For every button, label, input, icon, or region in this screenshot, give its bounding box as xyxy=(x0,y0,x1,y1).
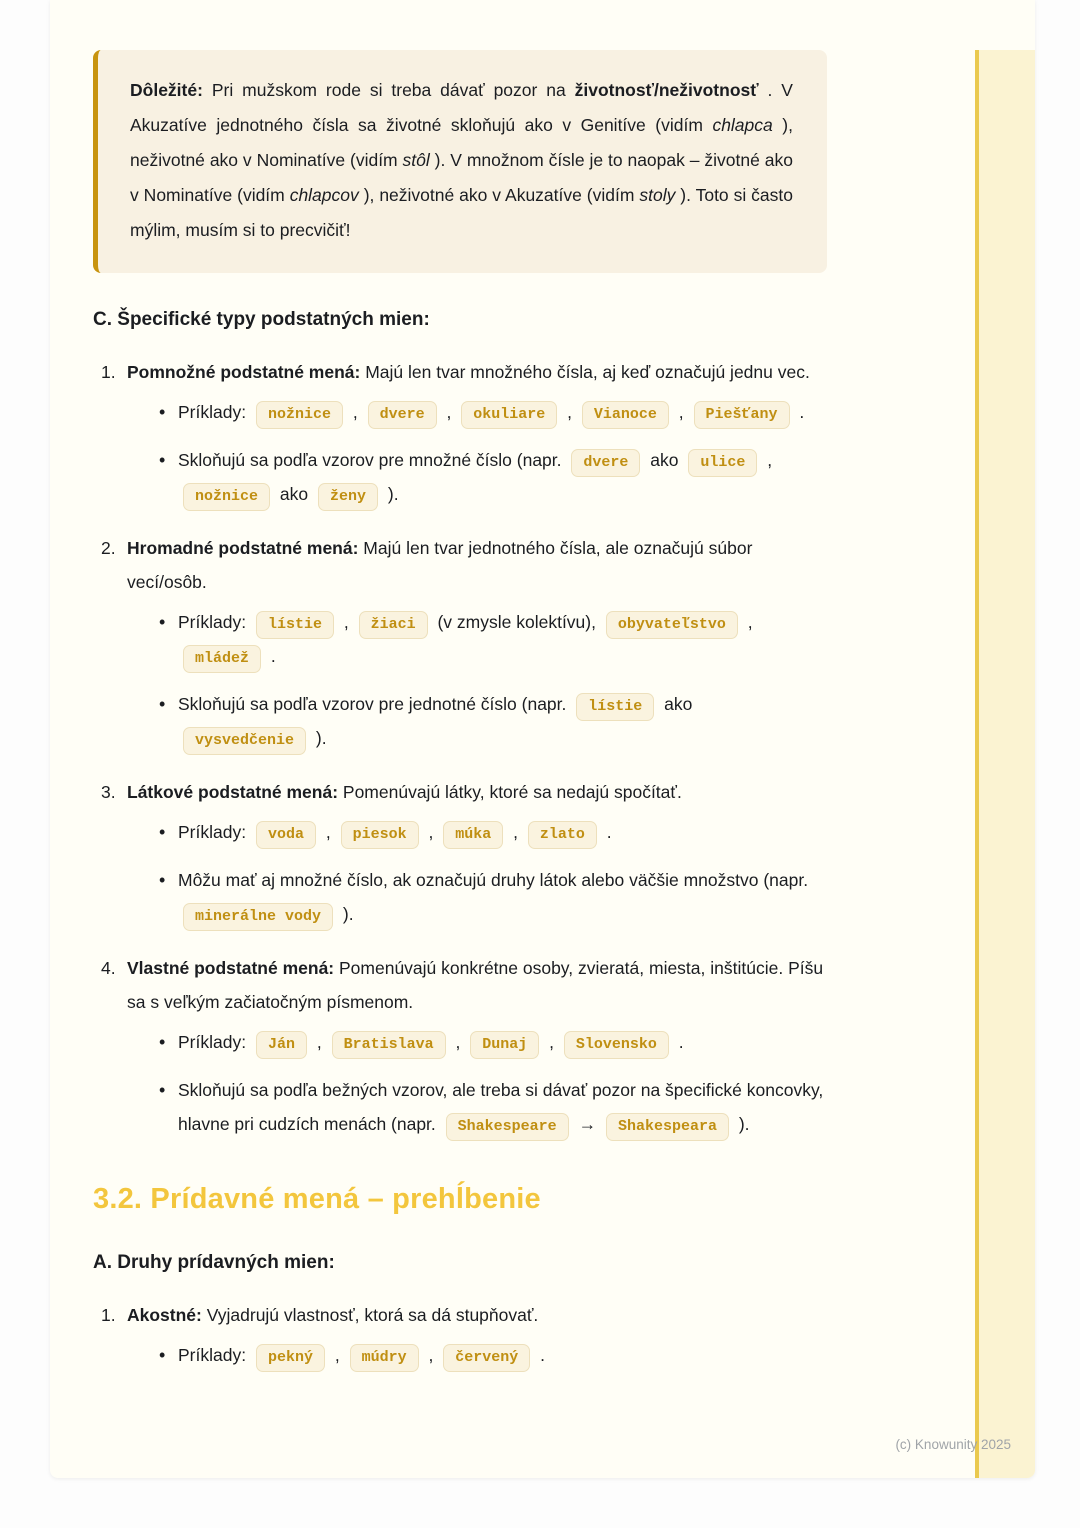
item-head xyxy=(127,775,830,809)
bullet-item xyxy=(159,443,830,511)
bullet-item xyxy=(159,1338,830,1372)
item-head xyxy=(127,951,830,1019)
bullet-item xyxy=(159,395,830,429)
item-desc: Pomenúvajú konkrétne osoby, zvieratá, miesta, inštitúcie. Píšu sa s veľkým začiatočným písmenom. xyxy=(127,958,824,1012)
code-tag: ulice xyxy=(688,449,757,477)
bullet-item xyxy=(159,1025,830,1059)
code-tag: dvere xyxy=(368,401,437,429)
item-title: Látkové podstatné mená: xyxy=(127,782,339,802)
text-run: Príklady: xyxy=(178,822,247,842)
text-run: ), neživotné ako v Akuzatíve (vidím xyxy=(363,185,640,205)
item-title: Hromadné podstatné mená: xyxy=(127,538,359,558)
code-tag: minerálne vody xyxy=(183,903,333,931)
list-item-akostne xyxy=(93,1298,830,1372)
text-run: , xyxy=(316,1032,322,1052)
text-run: ), neživotné ako v Nominatíve (vidím xyxy=(130,115,793,170)
item-head xyxy=(127,531,830,599)
text-run: ). Toto si často mýlim, musím si to precvičiť! xyxy=(130,185,793,240)
text-run: ). V množnom čísle je to naopak – životné ako v Nominatíve (vidím xyxy=(130,150,793,205)
text-run: . xyxy=(606,822,612,842)
code-tag: ženy xyxy=(318,483,378,511)
text-run: , xyxy=(567,402,572,422)
page-content xyxy=(50,0,830,1372)
bullet-item xyxy=(159,863,830,931)
code-tag: Bratislava xyxy=(332,1031,446,1059)
code-tag: Slovensko xyxy=(564,1031,669,1059)
callout-text xyxy=(130,73,793,248)
adjective-types-list xyxy=(93,1298,830,1372)
bullet-list xyxy=(127,815,830,931)
text-run: , xyxy=(767,450,773,470)
text-run: Príklady: xyxy=(178,1345,247,1365)
text-run: , xyxy=(428,822,434,842)
code-tag: Shakespeare xyxy=(446,1113,569,1141)
code-tag: Piešťany xyxy=(694,401,790,429)
text-run: Skloňujú sa podľa vzorov pre jednotné číslo (napr. xyxy=(178,694,567,714)
code-tag: múdry xyxy=(350,1344,419,1372)
list-item-hromadne xyxy=(93,531,830,755)
bullet-item xyxy=(159,815,830,849)
text-run: . xyxy=(270,646,276,666)
highlight-stripe xyxy=(975,50,1035,1478)
text-run: , xyxy=(352,402,358,422)
bullet-list xyxy=(127,1338,830,1372)
code-tag: lístie xyxy=(256,611,334,639)
bullet-item xyxy=(159,687,830,755)
text-run: Príklady: xyxy=(178,402,247,422)
section-3-2-heading: 3.2. Prídavné mená – prehĺbenie xyxy=(93,1183,541,1215)
bullet-item xyxy=(159,1073,830,1141)
code-tag: lístie xyxy=(576,693,654,721)
code-tag: piesok xyxy=(341,821,419,849)
text-run: , xyxy=(747,612,753,632)
text-run: , xyxy=(446,402,452,422)
code-tag: okuliare xyxy=(461,401,557,429)
code-tag: múka xyxy=(443,821,503,849)
item-desc: Majú len tvar množného čísla, aj keď označujú jednu vec. xyxy=(360,362,810,382)
section-c-heading: C. Špecifické typy podstatných mien: xyxy=(93,309,430,330)
text-run: , xyxy=(428,1345,434,1365)
bold-text: životnosť/neživotnosť xyxy=(574,80,759,100)
code-tag: voda xyxy=(256,821,316,849)
italic-text: stoly xyxy=(639,185,676,205)
text-run: , xyxy=(455,1032,461,1052)
item-desc: Pomenúvajú látky, ktoré sa nedajú spočítať. xyxy=(338,782,682,802)
text-run: Môžu mať aj množné číslo, ak označujú druhy látok alebo väčšie množstvo (napr. xyxy=(178,870,809,890)
bullet-list xyxy=(127,1025,830,1141)
item-title: Vlastné podstatné mená: xyxy=(127,958,335,978)
text-run: Príklady: xyxy=(178,612,247,632)
code-tag: nožnice xyxy=(183,483,270,511)
text-run: , xyxy=(678,402,684,422)
bullet-list xyxy=(127,395,830,511)
copyright-footer: (c) Knowunity 2025 xyxy=(895,1437,1011,1452)
code-tag: zlato xyxy=(528,821,597,849)
item-title: Akostné: xyxy=(127,1305,202,1325)
text-run: Skloňujú sa podľa vzorov pre množné číslo (napr. xyxy=(178,450,562,470)
text-run: ). xyxy=(315,728,327,748)
text-run: ). xyxy=(738,1114,750,1134)
list-item-latkove xyxy=(93,775,830,931)
code-tag: vysvedčenie xyxy=(183,727,306,755)
italic-text: chlapcov xyxy=(289,185,359,205)
code-tag: Vianoce xyxy=(582,401,669,429)
text-run: ako xyxy=(279,484,309,504)
code-tag: červený xyxy=(443,1344,530,1372)
item-desc: Majú len tvar jednotného čísla, ale označujú súbor vecí/osôb. xyxy=(127,538,753,592)
list-item-vlastne xyxy=(93,951,830,1141)
item-head xyxy=(127,1298,830,1332)
text-run: Pri mužskom rode si treba dávať pozor na xyxy=(211,80,575,100)
text-run: ). xyxy=(342,904,354,924)
document-page xyxy=(50,0,1035,1478)
text-run: . V Akuzatíve jednotného čísla sa životné skloňujú ako v Genitíve (vidím xyxy=(130,80,793,135)
code-tag: Ján xyxy=(256,1031,307,1059)
text-run: → xyxy=(578,1114,597,1134)
item-title: Pomnožné podstatné mená: xyxy=(127,362,361,382)
text-run: ). xyxy=(387,484,399,504)
noun-types-list xyxy=(93,355,830,1141)
section-a-heading: A. Druhy prídavných mien: xyxy=(93,1252,335,1273)
bullet-item xyxy=(159,605,830,673)
text-run: , xyxy=(513,822,518,842)
bullet-list xyxy=(127,605,830,755)
text-run: , xyxy=(343,612,349,632)
code-tag: Dunaj xyxy=(470,1031,539,1059)
text-run: ako xyxy=(664,694,693,714)
text-run: . xyxy=(799,402,805,422)
text-run: Skloňujú sa podľa bežných vzorov, ale treba si dávať pozor na špecifické koncovky, hlavne pri cudzích menách (napr. xyxy=(178,1080,824,1134)
code-tag: mládež xyxy=(183,645,261,673)
code-tag: pekný xyxy=(256,1344,325,1372)
bold-text: Dôležité: xyxy=(130,80,203,100)
text-run: . xyxy=(540,1345,545,1365)
text-run: . xyxy=(678,1032,684,1052)
italic-text: chlapca xyxy=(712,115,773,135)
text-run: Príklady: xyxy=(178,1032,247,1052)
important-callout xyxy=(93,50,827,273)
item-head xyxy=(127,355,830,389)
text-run: , xyxy=(549,1032,554,1052)
text-run: (v zmysle kolektívu), xyxy=(437,612,596,632)
code-tag: Shakespeara xyxy=(606,1113,729,1141)
italic-text: stôl xyxy=(402,150,430,170)
code-tag: nožnice xyxy=(256,401,343,429)
code-tag: obyvateľstvo xyxy=(606,611,738,639)
list-item-pomnozne xyxy=(93,355,830,511)
item-desc: Vyjadrujú vlastnosť, ktorá sa dá stupňovať. xyxy=(201,1305,539,1325)
text-run: , xyxy=(334,1345,340,1365)
code-tag: žiaci xyxy=(359,611,428,639)
code-tag: dvere xyxy=(571,449,640,477)
text-run: ako xyxy=(650,450,679,470)
text-run: , xyxy=(325,822,331,842)
